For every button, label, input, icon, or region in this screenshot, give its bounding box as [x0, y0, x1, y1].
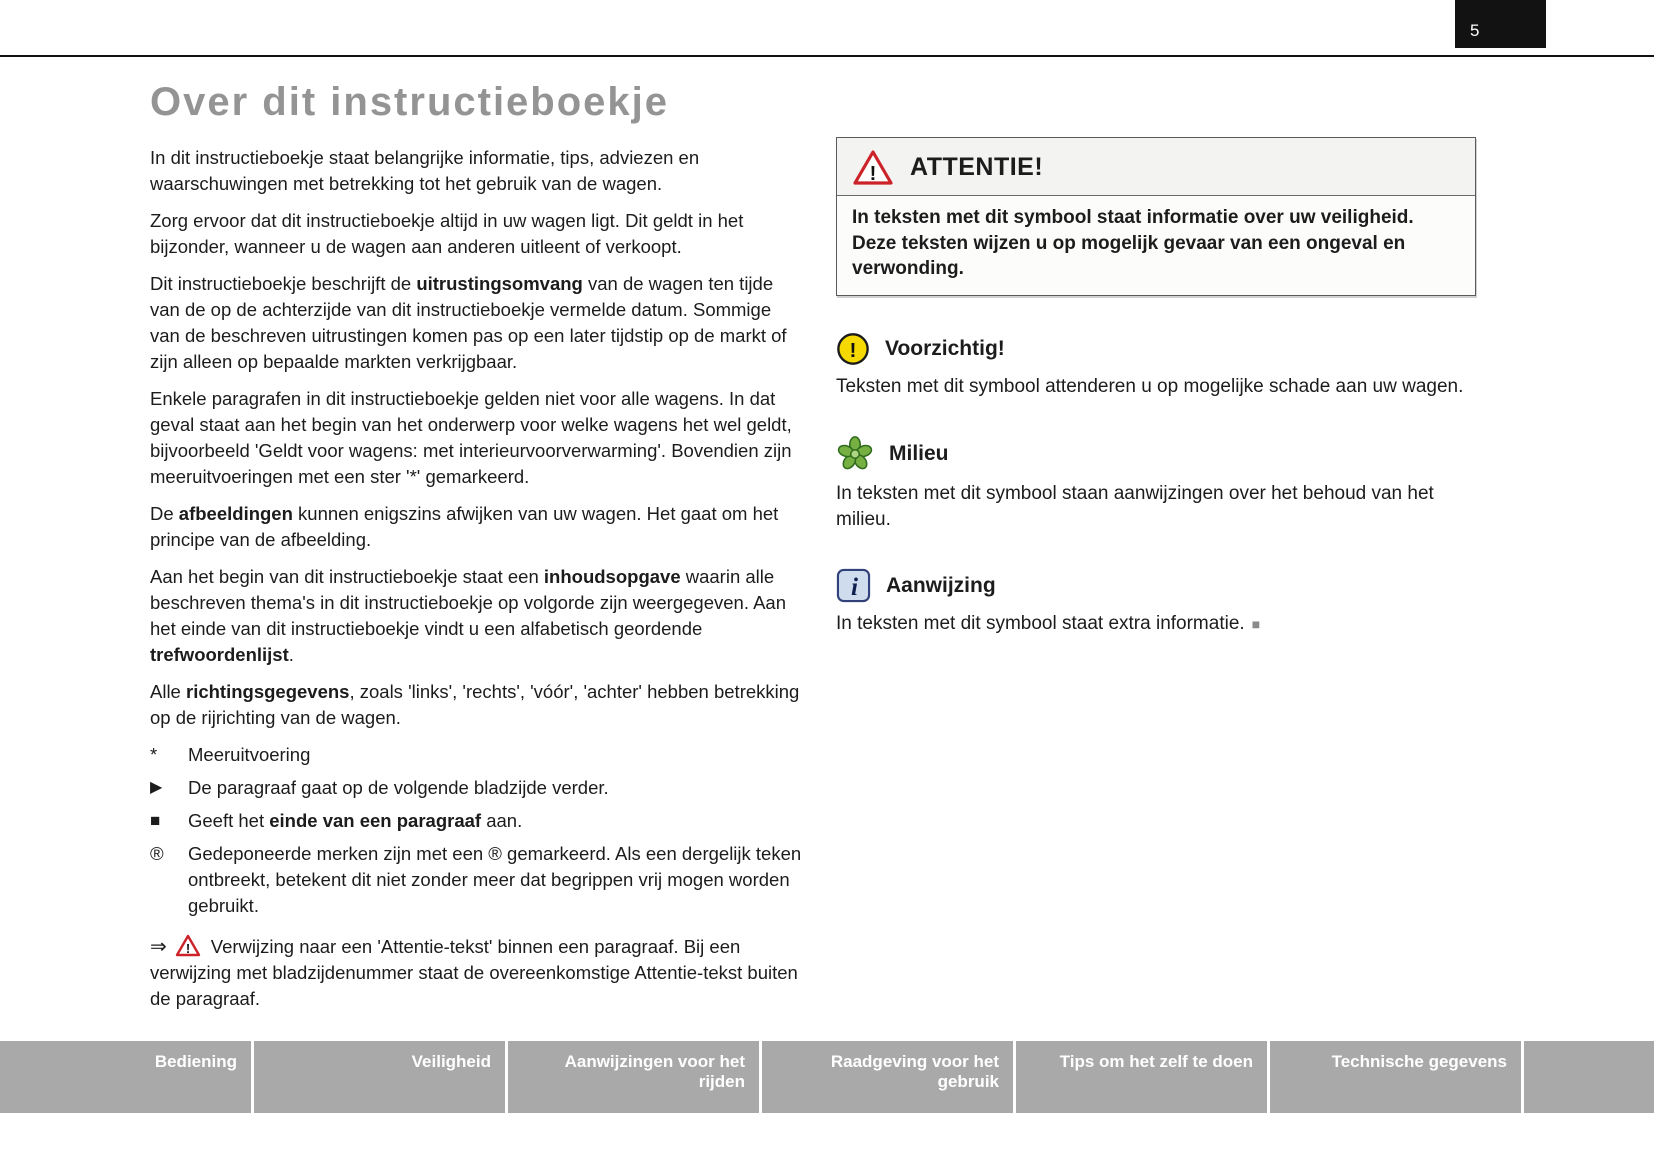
footer-tab — [508, 1041, 762, 1113]
footer-tab-label: Raadgeving voor het gebruik — [830, 1052, 999, 1091]
note-section — [836, 568, 1476, 638]
attention-header — [837, 138, 1475, 196]
right-column — [836, 137, 1476, 638]
page-number-box — [1455, 0, 1546, 48]
left-column — [150, 80, 802, 1023]
symbol-list-text: De paragraaf gaat op de volgende bladzijde verder. — [188, 777, 609, 798]
info-icon — [836, 568, 871, 603]
svg-text:i: i — [850, 573, 858, 602]
symbol-list-item — [150, 841, 802, 919]
symbol-list-text: Geeft het einde van een paragraaf aan. — [188, 810, 523, 831]
footer-tab — [0, 1041, 254, 1113]
svg-text:!: ! — [185, 941, 190, 956]
paragraph: De afbeeldingen kunnen enigszins afwijken van uw wagen. Het gaat om het principe van de afbeelding. — [150, 503, 779, 550]
footer-tab-label: Tips om het zelf te doen — [1059, 1052, 1253, 1071]
attention-box — [836, 137, 1476, 296]
cross-reference-text: Verwijzing naar een 'Attentie-tekst' binnen een paragraaf. Bij een verwijzing met bladzijdenummer staat de overeenkomstige Attentie-tekst buiten de paragraaf. — [150, 936, 798, 1009]
asterisk-marker: * — [150, 744, 158, 765]
continuation-triangle-marker: ▶ — [150, 779, 163, 796]
warning-triangle-icon — [852, 149, 894, 186]
caution-section — [836, 332, 1476, 400]
attention-body: In teksten met dit symbool staat informatie over uw veiligheid. Deze teksten wijzen u op mogelijk gevaar van een ongeval en verwonding. — [852, 207, 1414, 279]
footer-tab — [762, 1041, 1016, 1113]
footer-filler — [1524, 1041, 1654, 1113]
footer-tab-label: Technische gegevens — [1331, 1052, 1507, 1071]
caution-title: Voorzichtig! — [885, 336, 1005, 360]
symbol-list-item — [150, 775, 802, 801]
environment-title: Milieu — [889, 442, 949, 465]
double-arrow-glyph: ⇒ — [150, 936, 167, 958]
registered-trademark-marker: ® — [150, 843, 164, 864]
footer-tab — [254, 1041, 508, 1113]
note-body — [836, 611, 1476, 638]
note-title: Aanwijzing — [886, 573, 996, 597]
end-of-section-marker: ■ — [1251, 616, 1261, 632]
environment-section — [836, 435, 1476, 532]
note-body-text: In teksten met dit symbool staat extra informatie. — [836, 613, 1245, 634]
paragraph: Enkele paragrafen in dit instructieboekje gelden niet voor alle wagens. In dat geval staat aan het begin van het onderwerp voor welke wagens het wel geldt, bijvoorbeeld 'Geldt voor wagens: met interieurvoorverwarming'. Bovendien zijn meeruitvoeringen met een ster '*' gemarkeerd. — [150, 388, 792, 487]
footer-bar — [0, 1041, 1654, 1113]
symbol-list — [150, 742, 802, 919]
attention-title: ATTENTIE! — [910, 153, 1044, 181]
symbol-list-item — [150, 742, 802, 768]
footer-tab-label: Veiligheid — [411, 1052, 491, 1071]
footer-tab — [1016, 1041, 1270, 1113]
symbol-list-item — [150, 808, 802, 834]
footer-tab-label: Aanwijzingen voor het rijden — [564, 1052, 745, 1091]
svg-text:!: ! — [869, 163, 877, 185]
symbol-list-text: Gedeponeerde merken zijn met een ® gemarkeerd. Als een dergelijk teken ontbreekt, betekent dit niet zonder meer dat begrippen vrij mogen worden gebruikt. — [188, 843, 802, 916]
svg-text:!: ! — [849, 338, 857, 362]
paragraph: Dit instructieboekje beschrijft de uitrustingsomvang van de wagen ten tijde van de op de achterzijde van dit instructieboekje vermelde datum. Sommige van de beschreven uitrustingen komen pas op een later tijdstip op de markt of zijn alleen op bepaalde markten verkrijgbaar. — [150, 273, 787, 372]
environment-body: In teksten met dit symbool staan aanwijzingen over het behoud van het milieu. — [836, 483, 1434, 530]
footer-tab — [1270, 1041, 1524, 1113]
paragraph: Zorg ervoor dat dit instructieboekje altijd in uw wagen ligt. Dit geldt in het bijzonder, wanneer u de wagen aan anderen uitleent of verkoopt. — [150, 210, 744, 257]
manual-title: Over dit instructieboekje — [150, 80, 670, 124]
caution-exclamation-icon — [836, 332, 870, 366]
paragraph: Alle richtingsgegevens, zoals 'links', 'rechts', 'vóór', 'achter' hebben betrekking op de rijrichting van de wagen. — [150, 681, 800, 728]
cross-reference-paragraph — [150, 934, 802, 1012]
environment-flower-icon — [836, 435, 874, 473]
symbol-list-text: Meeruitvoering — [188, 744, 311, 765]
top-rule — [0, 55, 1654, 57]
warning-triangle-icon — [175, 934, 201, 957]
end-square-marker: ■ — [150, 811, 161, 830]
page-number: 5 — [1470, 21, 1480, 40]
paragraph: In dit instructieboekje staat belangrijke informatie, tips, adviezen en waarschuwingen met betrekking tot het gebruik van de wagen. — [150, 147, 700, 194]
caution-body: Teksten met dit symbool attenderen u op mogelijke schade aan uw wagen. — [836, 375, 1464, 397]
paragraph: Aan het begin van dit instructieboekje staat een inhoudsopgave waarin alle beschreven thema's in dit instructieboekje op volgorde zijn weergegeven. Aan het einde van dit instructieboekje vindt u een alfabetisch geordende trefwoordenlijst. — [150, 566, 787, 665]
footer-tab-label: Bediening — [154, 1052, 237, 1071]
body-paragraphs — [150, 145, 802, 731]
